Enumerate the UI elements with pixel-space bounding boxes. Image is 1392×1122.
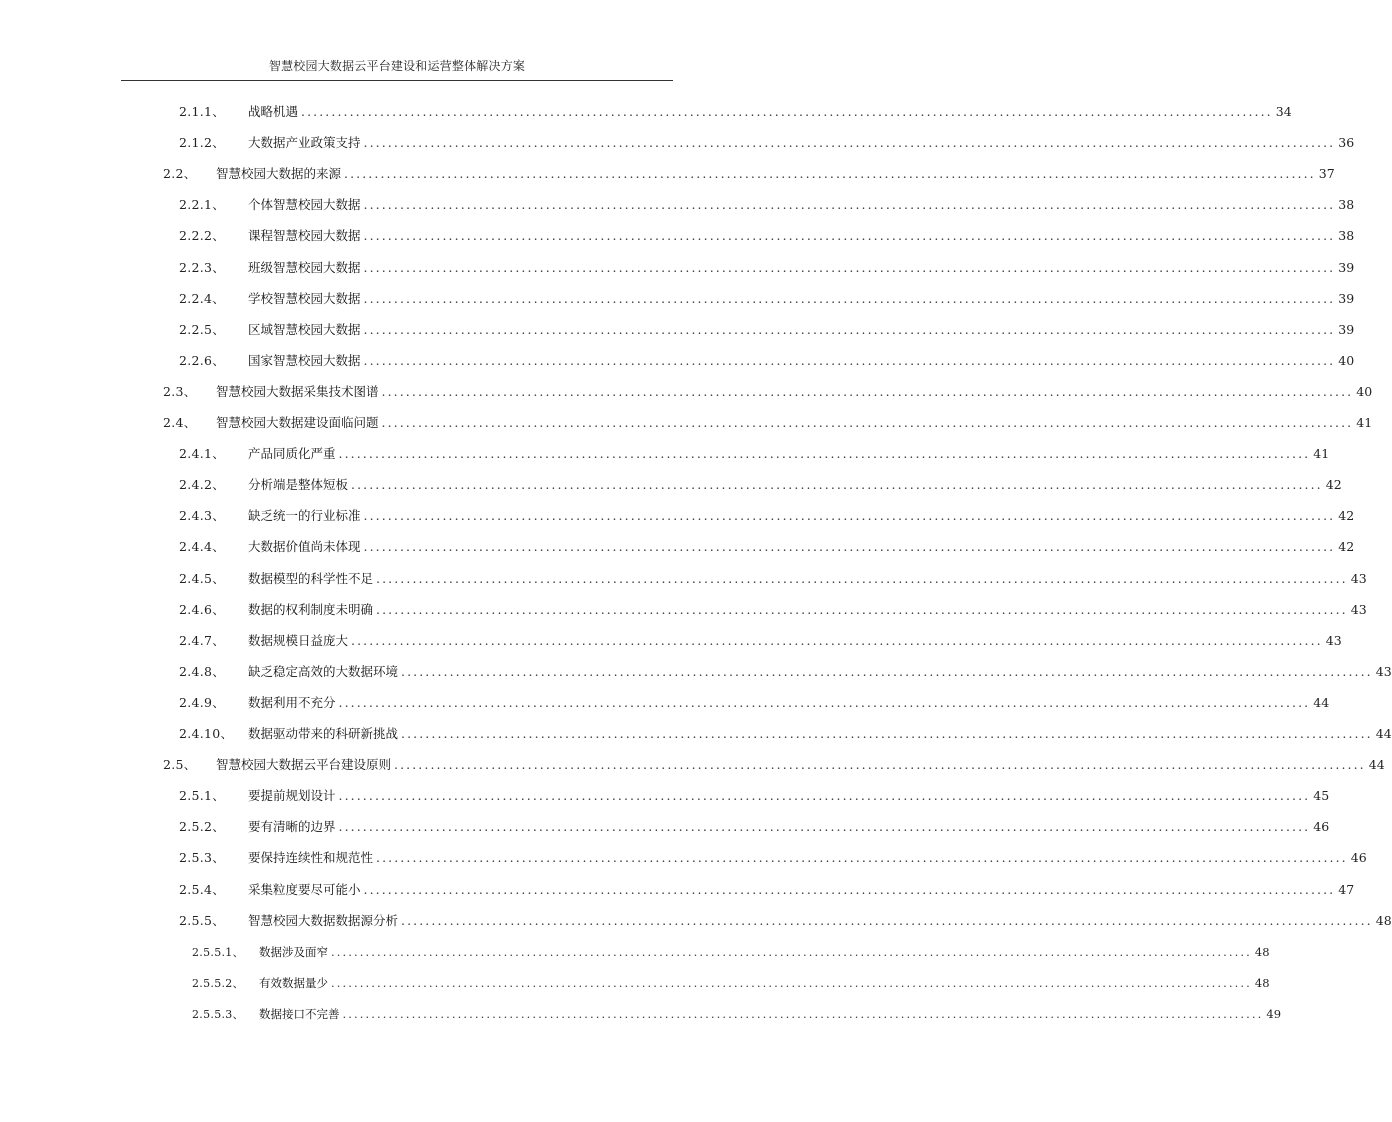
toc-entry-number: 2.2.3、 bbox=[179, 259, 226, 275]
toc-entry[interactable] bbox=[179, 321, 1355, 338]
toc-entry-title: 数据模型的科学性不足 bbox=[248, 570, 374, 586]
toc-entry[interactable] bbox=[179, 726, 1392, 742]
toc-entry-number: 2.3、 bbox=[163, 383, 197, 399]
toc-entry-number: 2.5、 bbox=[163, 757, 197, 773]
toc-dot-leader: ................................................................................................................................................................ bbox=[363, 539, 1336, 555]
toc-entry-title: 有效数据量少 bbox=[259, 975, 328, 990]
toc-entry[interactable] bbox=[192, 975, 1270, 991]
toc-entry-title: 缺乏统一的行业标准 bbox=[248, 508, 361, 524]
toc-entry-title: 产品同质化严重 bbox=[248, 446, 336, 462]
toc-entry-page: 40 bbox=[1338, 352, 1355, 368]
toc-entry[interactable] bbox=[163, 415, 1373, 431]
toc-dot-leader: ................................................................................................................................................................ bbox=[363, 352, 1336, 368]
toc-entry-page: 36 bbox=[1338, 135, 1355, 151]
toc-entry-title: 智慧校园大数据建设面临问题 bbox=[216, 415, 379, 430]
toc-dot-leader: ................................................................................................................................................................ bbox=[363, 508, 1336, 524]
toc-dot-leader: ................................................................................................................................................................ bbox=[363, 135, 1336, 151]
toc-entry[interactable] bbox=[179, 259, 1355, 276]
toc-entry-page: 41 bbox=[1313, 446, 1330, 462]
toc-entry-page: 44 bbox=[1375, 726, 1392, 741]
toc-entry[interactable] bbox=[179, 228, 1355, 244]
toc-entry-title: 战略机遇 bbox=[248, 104, 299, 119]
toc-entry-title: 课程智慧校园大数据 bbox=[248, 228, 361, 244]
toc-entry-title: 大数据价值尚未体现 bbox=[248, 539, 361, 555]
toc-entry-number: 2.4.2、 bbox=[179, 477, 226, 493]
toc-dot-leader: ................................................................................................................................................................ bbox=[363, 197, 1336, 213]
toc-dot-leader: ................................................................................................................................................................ bbox=[376, 570, 1348, 586]
toc-entry[interactable] bbox=[163, 757, 1385, 773]
toc-entry[interactable] bbox=[192, 1006, 1282, 1022]
toc-entry-title: 数据接口不完善 bbox=[259, 1006, 340, 1021]
toc-entry-title: 要保持连续性和规范性 bbox=[248, 850, 374, 866]
toc-entry-page: 39 bbox=[1338, 259, 1355, 275]
toc-dot-leader: ................................................................................................................................................................ bbox=[338, 788, 1311, 804]
toc-entry-page: 43 bbox=[1325, 632, 1342, 648]
toc-entry[interactable] bbox=[179, 104, 1292, 120]
toc-dot-leader: ................................................................................................................................................................ bbox=[401, 726, 1373, 741]
toc-entry[interactable] bbox=[179, 632, 1342, 649]
toc-entry-number: 2.2.6、 bbox=[179, 352, 226, 368]
toc-entry-page: 38 bbox=[1338, 228, 1355, 244]
toc-dot-leader: ................................................................................................................................................................ bbox=[363, 228, 1336, 244]
toc-entry-number: 2.4.9、 bbox=[179, 694, 226, 710]
toc-entry-page: 47 bbox=[1338, 881, 1355, 897]
toc-entry-page: 34 bbox=[1275, 104, 1292, 119]
toc-entry-title: 班级智慧校园大数据 bbox=[248, 259, 361, 275]
toc-entry-number: 2.5.1、 bbox=[179, 788, 226, 804]
toc-dot-leader: ................................................................................................................................................................ bbox=[338, 819, 1311, 835]
toc-dot-leader: ................................................................................................................................................................ bbox=[342, 1006, 1264, 1021]
toc-dot-leader: ................................................................................................................................................................ bbox=[338, 446, 1311, 462]
toc-dot-leader: ................................................................................................................................................................ bbox=[376, 601, 1348, 617]
toc-entry-number: 2.4.4、 bbox=[179, 539, 226, 555]
toc-entry-number: 2.4.6、 bbox=[179, 601, 226, 617]
toc-entry-page: 38 bbox=[1338, 197, 1355, 213]
toc-entry-number: 2.5.2、 bbox=[179, 819, 226, 835]
toc-entry[interactable] bbox=[179, 197, 1355, 213]
toc-dot-leader: ................................................................................................................................................................ bbox=[338, 694, 1311, 710]
toc-dot-leader: ................................................................................................................................................................ bbox=[301, 104, 1273, 119]
toc-entry-title: 学校智慧校园大数据 bbox=[248, 290, 361, 306]
toc-entry[interactable] bbox=[179, 912, 1392, 929]
toc-entry-number: 2.1.1、 bbox=[179, 104, 226, 119]
toc-entry-number: 2.5.5、 bbox=[179, 912, 226, 928]
toc-entry-title: 智慧校园大数据采集技术图谱 bbox=[216, 383, 379, 399]
toc-entry-number: 2.4.5、 bbox=[179, 570, 226, 586]
toc-dot-leader: ................................................................................................................................................................ bbox=[331, 975, 1252, 990]
toc-entry[interactable] bbox=[179, 850, 1367, 866]
toc-entry[interactable] bbox=[179, 290, 1355, 307]
toc-dot-leader: ................................................................................................................................................................ bbox=[401, 912, 1373, 928]
toc-entry[interactable] bbox=[179, 788, 1330, 804]
toc-dot-leader: ................................................................................................................................................................ bbox=[363, 881, 1336, 897]
toc-dot-leader: ................................................................................................................................................................ bbox=[381, 383, 1354, 399]
toc-entry-page: 48 bbox=[1375, 912, 1392, 928]
toc-dot-leader: ................................................................................................................................................................ bbox=[351, 632, 1323, 648]
toc-dot-leader: ................................................................................................................................................................ bbox=[331, 944, 1252, 959]
toc-entry-title: 智慧校园大数据云平台建设原则 bbox=[216, 757, 392, 773]
toc-entry-page: 46 bbox=[1313, 819, 1330, 835]
toc-entry-page: 39 bbox=[1338, 321, 1355, 337]
toc-entry[interactable] bbox=[179, 446, 1330, 462]
toc-entry-title: 智慧校园大数据数据源分析 bbox=[248, 912, 399, 928]
header-divider bbox=[121, 80, 673, 81]
toc-dot-leader: ................................................................................................................................................................ bbox=[363, 321, 1336, 337]
toc-entry[interactable] bbox=[179, 539, 1355, 555]
toc-entry-number: 2.4.7、 bbox=[179, 632, 226, 648]
toc-entry-number: 2.2.1、 bbox=[179, 197, 226, 213]
toc-dot-leader: ................................................................................................................................................................ bbox=[376, 850, 1348, 866]
toc-entry-number: 2.5.3、 bbox=[179, 850, 226, 866]
toc-entry-title: 要有清晰的边界 bbox=[248, 819, 336, 835]
toc-entry-title: 数据规模日益庞大 bbox=[248, 632, 349, 648]
toc-entry[interactable] bbox=[179, 477, 1342, 493]
toc-entry-number: 2.5.5.2、 bbox=[192, 976, 244, 990]
toc-entry[interactable] bbox=[192, 944, 1270, 960]
toc-entry-page: 48 bbox=[1254, 975, 1270, 990]
toc-entry-title: 要提前规划设计 bbox=[248, 788, 336, 804]
toc-entry[interactable] bbox=[179, 135, 1355, 151]
toc-entry[interactable] bbox=[179, 601, 1367, 618]
toc-dot-leader: ................................................................................................................................................................ bbox=[401, 663, 1373, 679]
toc-entry-title: 区域智慧校园大数据 bbox=[248, 321, 361, 337]
toc-entry-number: 2.5.5.1、 bbox=[192, 945, 244, 959]
toc-entry-number: 2.4.3、 bbox=[179, 508, 226, 524]
toc-entry-page: 42 bbox=[1325, 477, 1342, 493]
toc-dot-leader: ................................................................................................................................................................ bbox=[351, 477, 1323, 493]
toc-entry-title: 国家智慧校园大数据 bbox=[248, 352, 361, 368]
toc-entry-page: 43 bbox=[1375, 663, 1392, 679]
toc-entry-number: 2.4.8、 bbox=[179, 663, 226, 679]
toc-entry-title: 分析端是整体短板 bbox=[248, 477, 349, 493]
toc-entry[interactable] bbox=[163, 166, 1335, 182]
toc-entry[interactable] bbox=[179, 570, 1367, 587]
toc-dot-leader: ................................................................................................................................................................ bbox=[363, 259, 1336, 275]
toc-entry-title: 缺乏稳定高效的大数据环境 bbox=[248, 663, 399, 679]
toc-entry-page: 46 bbox=[1350, 850, 1367, 866]
toc-entry[interactable] bbox=[179, 663, 1392, 680]
toc-entry-title: 数据的权利制度未明确 bbox=[248, 601, 374, 617]
toc-entry-number: 2.2.4、 bbox=[179, 290, 226, 306]
toc-entry[interactable] bbox=[163, 383, 1373, 400]
toc-entry-title: 采集粒度要尽可能小 bbox=[248, 881, 361, 897]
toc-entry[interactable] bbox=[179, 819, 1330, 835]
toc-entry-title: 数据驱动带来的科研新挑战 bbox=[248, 726, 399, 741]
toc-entry-number: 2.4.10、 bbox=[179, 726, 234, 741]
toc-entry-number: 2.1.2、 bbox=[179, 135, 226, 151]
toc-dot-leader: ................................................................................................................................................................ bbox=[363, 290, 1336, 306]
toc-entry-page: 37 bbox=[1318, 166, 1335, 182]
toc-dot-leader: ................................................................................................................................................................ bbox=[344, 166, 1316, 182]
toc-entry-title: 个体智慧校园大数据 bbox=[248, 197, 361, 213]
toc-entry-page: 44 bbox=[1313, 694, 1330, 710]
toc-entry-number: 2.2.2、 bbox=[179, 228, 226, 244]
toc-entry[interactable] bbox=[179, 881, 1355, 898]
toc-entry-number: 2.2.5、 bbox=[179, 321, 226, 337]
toc-entry-page: 49 bbox=[1266, 1006, 1282, 1021]
toc-dot-leader: ................................................................................................................................................................ bbox=[394, 757, 1366, 773]
toc-entry-number: 2.4、 bbox=[163, 415, 197, 430]
toc-entry-page: 43 bbox=[1350, 601, 1367, 617]
toc-entry-page: 42 bbox=[1338, 508, 1355, 524]
toc-entry-title: 智慧校园大数据的来源 bbox=[216, 166, 342, 182]
toc-entry[interactable] bbox=[179, 352, 1355, 369]
toc-entry-page: 42 bbox=[1338, 539, 1355, 555]
toc-entry-number: 2.5.5.3、 bbox=[192, 1007, 244, 1021]
toc-entry-title: 大数据产业政策支持 bbox=[248, 135, 361, 151]
toc-entry-page: 41 bbox=[1356, 415, 1373, 430]
toc-entry-number: 2.5.4、 bbox=[179, 881, 226, 897]
toc-entry-title: 数据涉及面窄 bbox=[259, 944, 328, 959]
toc-entry-page: 39 bbox=[1338, 290, 1355, 306]
page-header-title: 智慧校园大数据云平台建设和运营整体解决方案 bbox=[268, 59, 526, 73]
toc-entry-page: 45 bbox=[1313, 788, 1330, 804]
toc-entry[interactable] bbox=[179, 508, 1355, 524]
toc-dot-leader: ................................................................................................................................................................ bbox=[381, 415, 1354, 430]
toc-entry-page: 48 bbox=[1254, 944, 1270, 959]
toc-entry-number: 2.2、 bbox=[163, 166, 197, 182]
toc-entry-page: 43 bbox=[1350, 570, 1367, 586]
toc-entry-page: 44 bbox=[1368, 757, 1385, 773]
toc-entry-title: 数据利用不充分 bbox=[248, 694, 336, 710]
toc-entry[interactable] bbox=[179, 694, 1330, 711]
toc-entry-number: 2.4.1、 bbox=[179, 446, 226, 462]
toc-entry-page: 40 bbox=[1356, 383, 1373, 399]
